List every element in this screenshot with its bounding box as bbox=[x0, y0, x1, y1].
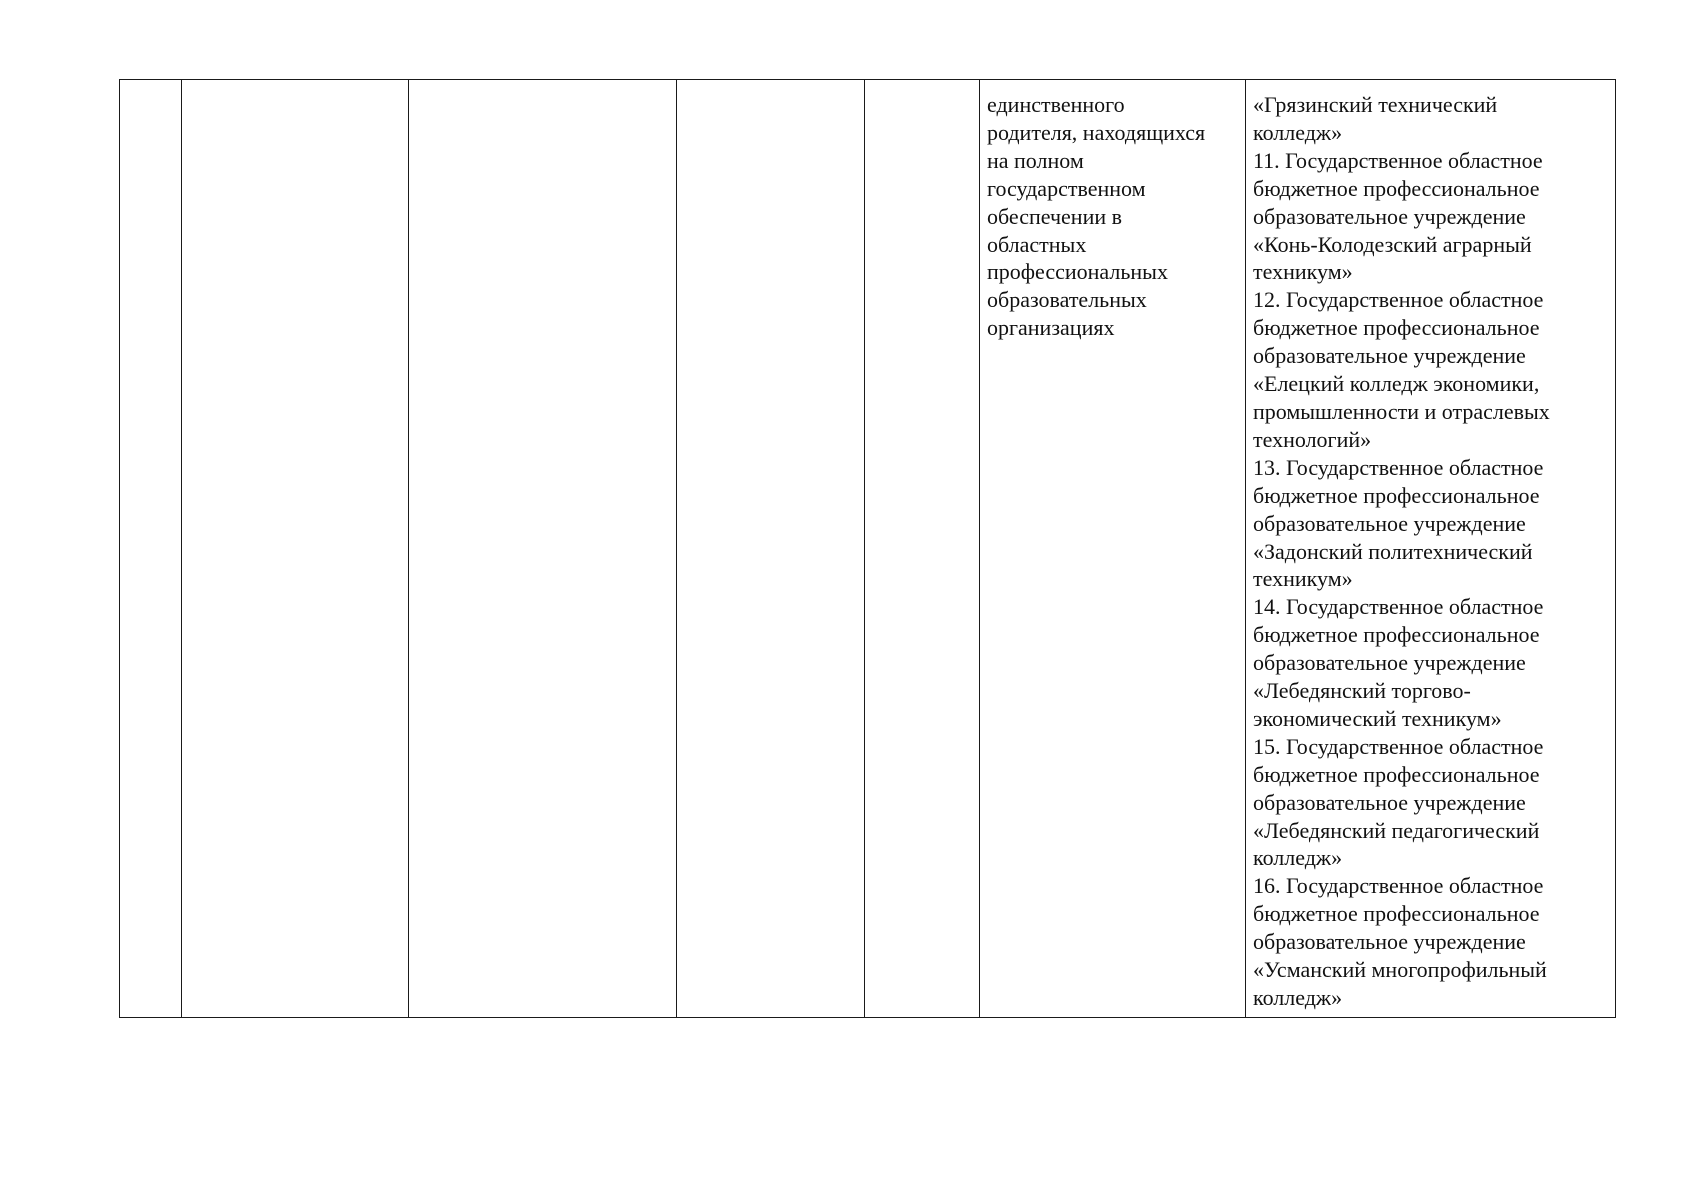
cell-text bbox=[120, 80, 181, 91]
document-table bbox=[119, 79, 1616, 1018]
table-cell-category bbox=[980, 80, 1246, 1018]
text-line: колледж» bbox=[1253, 119, 1343, 145]
text-line: образовательное учреждение bbox=[1253, 203, 1526, 229]
text-line: бюджетное профессиональное bbox=[1253, 901, 1540, 927]
text-line: 12. Государственное областное bbox=[1253, 287, 1544, 313]
category-text bbox=[980, 80, 1245, 342]
text-line: бюджетное профессиональное bbox=[1253, 761, 1540, 787]
table-cell-col-3 bbox=[409, 80, 677, 1018]
table-cell-col-5 bbox=[865, 80, 980, 1018]
text-line: бюджетное профессиональное bbox=[1253, 175, 1540, 201]
text-line: «Усманский многопрофильный bbox=[1253, 957, 1547, 983]
text-line: 13. Государственное областное bbox=[1253, 454, 1544, 480]
text-line: бюджетное профессиональное bbox=[1253, 315, 1540, 341]
text-line: колледж» bbox=[1253, 985, 1343, 1010]
table-cell-col-2 bbox=[182, 80, 409, 1018]
table-cell-col-1 bbox=[120, 80, 182, 1018]
text-line: родителя, находящихся bbox=[987, 119, 1206, 145]
text-line: образовательное учреждение bbox=[1253, 510, 1526, 536]
text-line: техникум» bbox=[1253, 259, 1353, 285]
text-line: промышленности и отраслевых bbox=[1253, 398, 1550, 424]
table-cell-institutions bbox=[1246, 80, 1616, 1018]
text-line: единственного bbox=[987, 92, 1125, 117]
text-line: 14. Государственное областное bbox=[1253, 594, 1544, 620]
text-line: «Грязинский технический bbox=[1253, 92, 1498, 117]
text-line: бюджетное профессиональное bbox=[1253, 482, 1540, 508]
text-line: образовательное учреждение bbox=[1253, 929, 1526, 955]
text-line: профессиональных bbox=[987, 259, 1168, 285]
cell-text bbox=[409, 80, 676, 91]
text-line: образовательное учреждение bbox=[1253, 343, 1526, 369]
text-line: организациях bbox=[987, 315, 1115, 341]
text-line: «Конь-Колодезский аграрный bbox=[1253, 231, 1532, 257]
text-line: техникум» bbox=[1253, 566, 1353, 592]
text-line: «Лебедянский педагогический bbox=[1253, 817, 1540, 843]
text-line: «Задонский политехнический bbox=[1253, 538, 1533, 564]
text-line: «Лебедянский торгово- bbox=[1253, 678, 1471, 704]
text-line: 16. Государственное областное bbox=[1253, 873, 1544, 899]
text-line: 15. Государственное областное bbox=[1253, 733, 1544, 759]
text-line: 11. Государственное областное bbox=[1253, 147, 1543, 173]
text-line: образовательное учреждение bbox=[1253, 650, 1526, 676]
cell-text bbox=[182, 80, 408, 91]
table-row bbox=[120, 80, 1616, 1018]
text-line: обеспечении в bbox=[987, 203, 1123, 229]
cell-text bbox=[865, 80, 979, 91]
institutions-list bbox=[1246, 80, 1615, 1012]
text-line: бюджетное профессиональное bbox=[1253, 622, 1540, 648]
text-line: образовательных bbox=[987, 287, 1147, 313]
text-line: на полном bbox=[987, 147, 1084, 173]
cell-text bbox=[677, 80, 864, 91]
text-line: технологий» bbox=[1253, 426, 1372, 452]
text-line: экономический техникум» bbox=[1253, 705, 1502, 731]
text-line: областных bbox=[987, 231, 1087, 257]
text-line: образовательное учреждение bbox=[1253, 789, 1526, 815]
text-line: государственном bbox=[987, 175, 1146, 201]
text-line: «Елецкий колледж экономики, bbox=[1253, 371, 1540, 397]
text-line: колледж» bbox=[1253, 845, 1343, 871]
table-cell-col-4 bbox=[677, 80, 865, 1018]
